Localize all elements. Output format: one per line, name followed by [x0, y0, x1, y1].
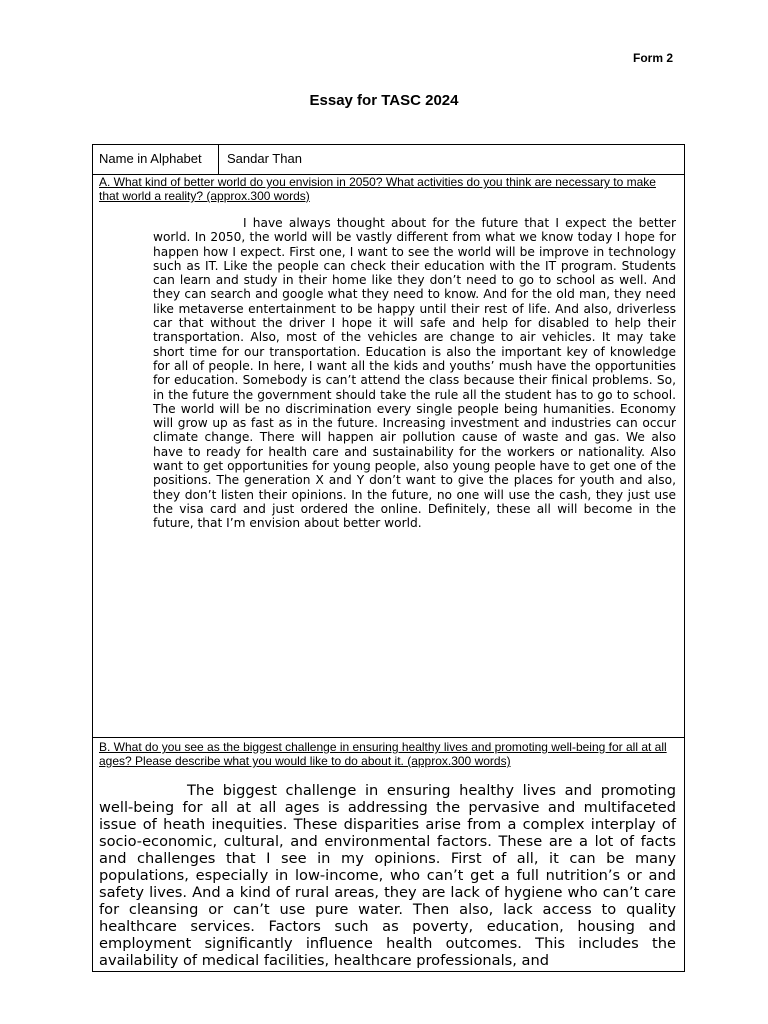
question-b: B. What do you see as the biggest challenge in ensuring healthy lives and promoting well-being for all at all ages? Please describe what you would like to do about it. (approx.300 words) [99, 740, 667, 768]
name-label: Name in Alphabet [93, 145, 219, 174]
answer-b-text: The biggest challenge in ensuring healthy lives and promoting well-being for all at all ages is addressing the pervasive and multifaceted issue of heath inequities. These disparities arise from a complex interplay of socio-economic, cultural, and environmental factors. These are a lot of facts and challenges that I see in my opinions. First of all, it can be many populations, especially in low-income, who can’t get a full nutrition’s or and safety lives. And a kind of rural areas, they are lack of hygiene who can’t care for cleansing or can’t use pure water. Then also, lack access to quality healthcare services. Factors such as poverty, education, housing and employment significantly influence health outcomes. This includes the availability of medical facilities, healthcare professionals, and [99, 782, 676, 969]
question-a: A. What kind of better world do you envision in 2050? What activities do you think are necessary to make that world a reality? (approx.300 words) [99, 175, 656, 203]
name-value: Sandar Than [227, 151, 302, 166]
name-row [93, 145, 684, 175]
form-number-label: Form 2 [633, 51, 674, 65]
essay-form-table [92, 144, 685, 972]
answer-a-text: I have always thought about for the future that I expect the better world. In 2050, the world will be vastly different from what we know today I hope for happen how I expect. First one, I want to see the world will be improve in technology such as IT. Like the people can check their education with the IT program. Students can learn and study in their home like they don’t need to go to school as well. And they can search and google what they need to know. And for the old man, they need like metaverse entertainment to be happy until their rest of life. And also, driverless car that without the driver I hope it will safe and help for disabled to help their transportation. Also, most of the vehicles are change to air vehicles. It may take short time for our transportation. Education is also the important key of knowledge for all of people. In here, I want all the kids and youths’ mush have the opportunities for education. Somebody is can’t attend the class because their finical problems. So, in the future the government should take the rule all the student has to go to school. The world will be no discrimination every single people being humanities. Economy will grow up as fast as in the future. Increasing investment and industries can occur climate change. There will happen air pollution cause of waste and gas. We also have to ready for health care and sustainability for the workers or nationality. Also want to get opportunities for young people, also young people have to get one of the positions. The generation X and Y don’t want to give the places for youth and also, they don’t listen their opinions. In the future, no one will use the cash, they just use the visa card and just ordered the online. Definitely, these all will become in the future, that I’m envision about better world. [153, 216, 676, 531]
section-divider [93, 737, 684, 738]
page-title: Essay for TASC 2024 [309, 92, 459, 109]
